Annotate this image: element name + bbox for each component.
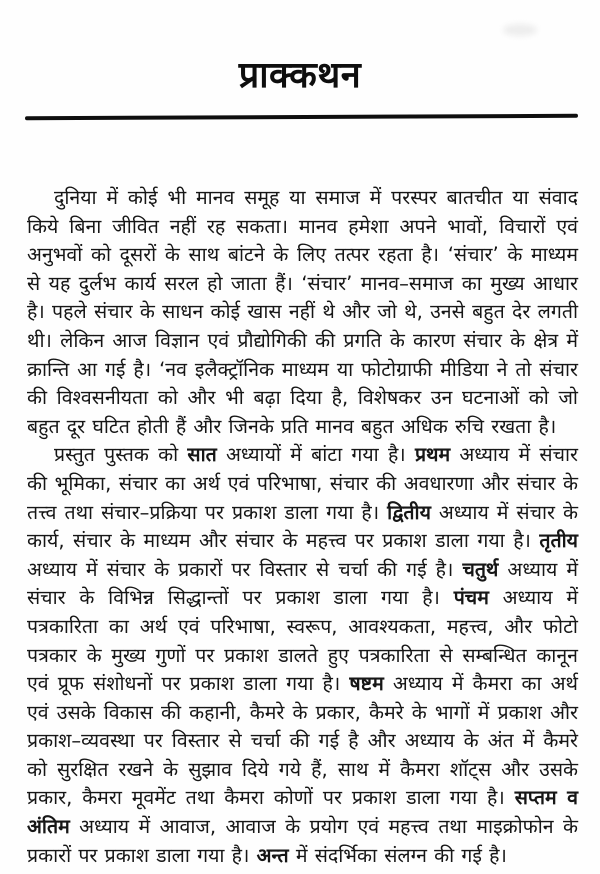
bold-text: अन्त xyxy=(256,843,289,867)
scan-smudge xyxy=(503,24,537,36)
bold-text: सप्तम व अंतिम xyxy=(27,786,578,839)
body-text: अध्याय में संचार के विभिन्न सिद्धान्तों पर प्रकाश डाला गया है। xyxy=(27,557,578,610)
title-rule xyxy=(25,114,578,120)
bold-text: षष्टम xyxy=(349,672,384,696)
body-text: प्रस्तुत पुस्तक को xyxy=(54,443,188,467)
body-text: अध्याय में संचार के प्रकारों पर विस्तार से चर्चा की गई है। xyxy=(27,557,463,581)
bold-text: प्रथम xyxy=(414,443,451,467)
text-block xyxy=(27,184,578,870)
page-title: प्राक्कथन xyxy=(238,55,362,96)
body-text: अध्याय में संचार के कार्य, संचार के माध्यम और संचार के महत्त्व पर प्रकाश डाला गया है। xyxy=(27,500,578,553)
paragraph xyxy=(27,441,578,870)
bold-text: तृतीय xyxy=(539,529,578,553)
bold-text: पंचम xyxy=(453,586,489,610)
body-text: अध्याय में आवाज, आवाज के प्रयोग एवं महत्त्व तथा माइक्रोफोन के प्रकारों पर प्रकाश डाला गया है। xyxy=(27,815,578,867)
bold-text: सात xyxy=(187,443,217,467)
body-text: अध्याय में कैमरा का अर्थ एवं उसके विकास की कहानी, कैमरे के प्रकार, कैमरे के भागों में प्रकाश और प्रकाश–व्यवस्था पर विस्तार से चर्चा की गई है और अध्याय के अंत में कैमरे को सुरक्षित रखने के सुझाव दिये गये हैं, साथ में कैमरा शॉट्स और उसके प्रकार, कैमरा मूवमेंट तथा कैमरा कोणों पर प्रकाश डाला गया है। xyxy=(27,672,578,810)
paragraph xyxy=(27,184,578,441)
bold-text: द्वितीय xyxy=(387,500,431,524)
body-text: अध्यायों में बांटा गया है। xyxy=(216,443,415,467)
body-text: दुनिया में कोई भी मानव समूह या समाज में परस्पर बातचीत या संवाद किये बिना जीवित नहीं रह सकता। मानव हमेशा अपने भावों, विचारों एवं अनुभवों को दूसरों के साथ बांटने के लिए तत्पर रहता है। ‘संचार’ के माध्यम से यह दुर्लभ कार्य सरल हो जाता हैं। ‘संचार’ मानव–समाज का मुख्य आधार है। पहले संचार के साधन कोई खास नहीं थे और जो थे, उनसे बहुत देर लगती थी। लेकिन आज विज्ञान एवं प्रौद्योगिकी की प्रगति के कारण संचार के क्षेत्र में क्रान्ति आ गई है। ‘नव इलैक्ट्रॉनिक माध्यम या फोटोग्राफी मीडिया ने तो संचार की विश्वसनीयता को और भी बढ़ा दिया है, विशेषकर उन घटनाओं को जो बहुत दूर घटित होती हैं और जिनके प्रति मानव बहुत अधिक रुचि रखता है। xyxy=(27,186,578,438)
body-text: में संदर्भिका संलग्न की गई है। xyxy=(288,843,507,867)
body-text: अध्याय में संचार की भूमिका, संचार का अर्थ एवं परिभाषा, संचार की अवधारणा और संचार के तत्त्व तथा संचार–प्रक्रिया पर प्रकाश डाला गया है। xyxy=(27,443,579,524)
bold-text: चतुर्थ xyxy=(462,557,499,581)
body-text: अध्याय में पत्रकारिता का अर्थ एवं परिभाषा, स्वरूप, आवश्यकता, महत्त्व, और फोटो पत्रकार के मुख्य गुणों पर प्रकाश डालते हुए पत्रकारिता से सम्बन्धित कानून एवं प्रूफ संशोधनों पर प्रकाश डाला गया है। xyxy=(27,586,578,696)
